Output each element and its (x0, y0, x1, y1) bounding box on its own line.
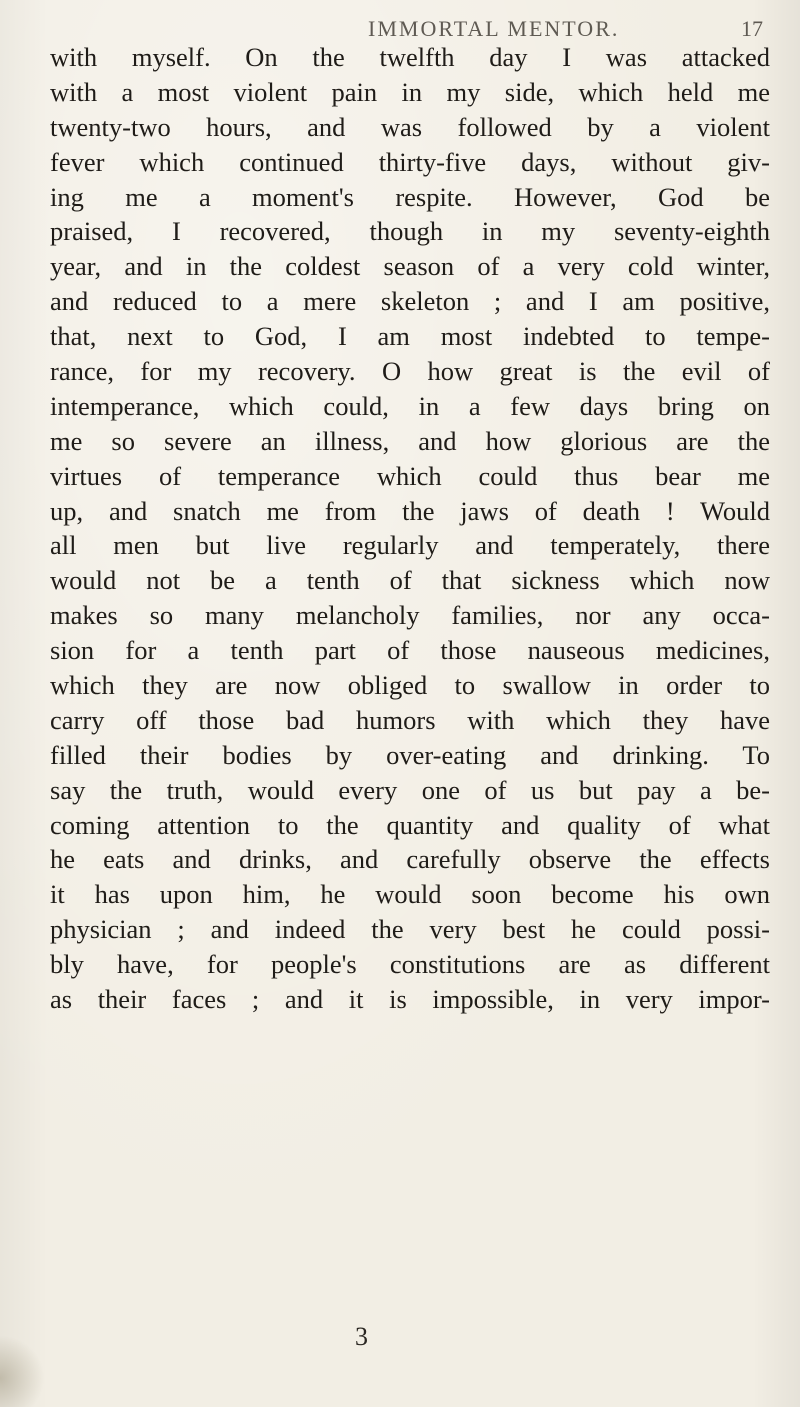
text-line: makes so many melancholy families, nor any occa- (50, 600, 770, 631)
running-title: IMMORTAL MENTOR. (368, 16, 620, 41)
page-number: 17 (741, 16, 763, 41)
text-line: would not be a tenth of that sickness which now (50, 565, 770, 596)
text-line: twenty-two hours, and was followed by a violent (50, 111, 770, 142)
text-line: it has upon him, he would soon become his own (50, 879, 770, 910)
text-line: up, and snatch me from the jaws of death ! Would (50, 495, 770, 526)
text-line: with a most violent pain in my side, which held me (50, 76, 770, 107)
signature-mark: 3 (355, 1322, 368, 1351)
text-line: coming attention to the quantity and quality of what (50, 809, 770, 840)
page-edge-stain (0, 1335, 45, 1407)
text-line: fever which continued thirty-five days, without giv- (50, 146, 770, 177)
text-line: praised, I recovered, though in my seventy-eighth (50, 216, 770, 247)
text-line: ing me a moment's respite. However, God be (50, 181, 770, 212)
text-line: say the truth, would every one of us but pay a be- (50, 774, 770, 805)
text-line: virtues of temperance which could thus bear me (50, 460, 770, 491)
text-line: as their faces ; and it is impossible, in very impor- (50, 984, 770, 1015)
text-line: he eats and drinks, and carefully observe the effects (50, 844, 770, 875)
text-line: physician ; and indeed the very best he could possi- (50, 914, 770, 945)
text-line: bly have, for people's constitutions are as different (50, 949, 770, 980)
text-line: filled their bodies by over-eating and drinking. To (50, 739, 770, 770)
text-line: with myself. On the twelfth day I was attacked (50, 42, 770, 72)
text-line: me so severe an illness, and how glorious are the (50, 425, 770, 456)
text-line: sion for a tenth part of those nauseous medicines, (50, 635, 770, 666)
text-line: intemperance, which could, in a few days bring on (50, 390, 770, 421)
text-line: carry off those bad humors with which they have (50, 704, 770, 735)
body-text (50, 40, 770, 1017)
text-line: and reduced to a mere skeleton ; and I am positive, (50, 286, 770, 317)
text-line: that, next to God, I am most indebted to tempe- (50, 321, 770, 352)
text-line: all men but live regularly and temperately, there (50, 530, 770, 561)
text-line: rance, for my recovery. O how great is the evil of (50, 356, 770, 387)
text-line: which they are now obliged to swallow in order to (50, 670, 770, 701)
text-line: year, and in the coldest season of a very cold winter, (50, 251, 770, 282)
